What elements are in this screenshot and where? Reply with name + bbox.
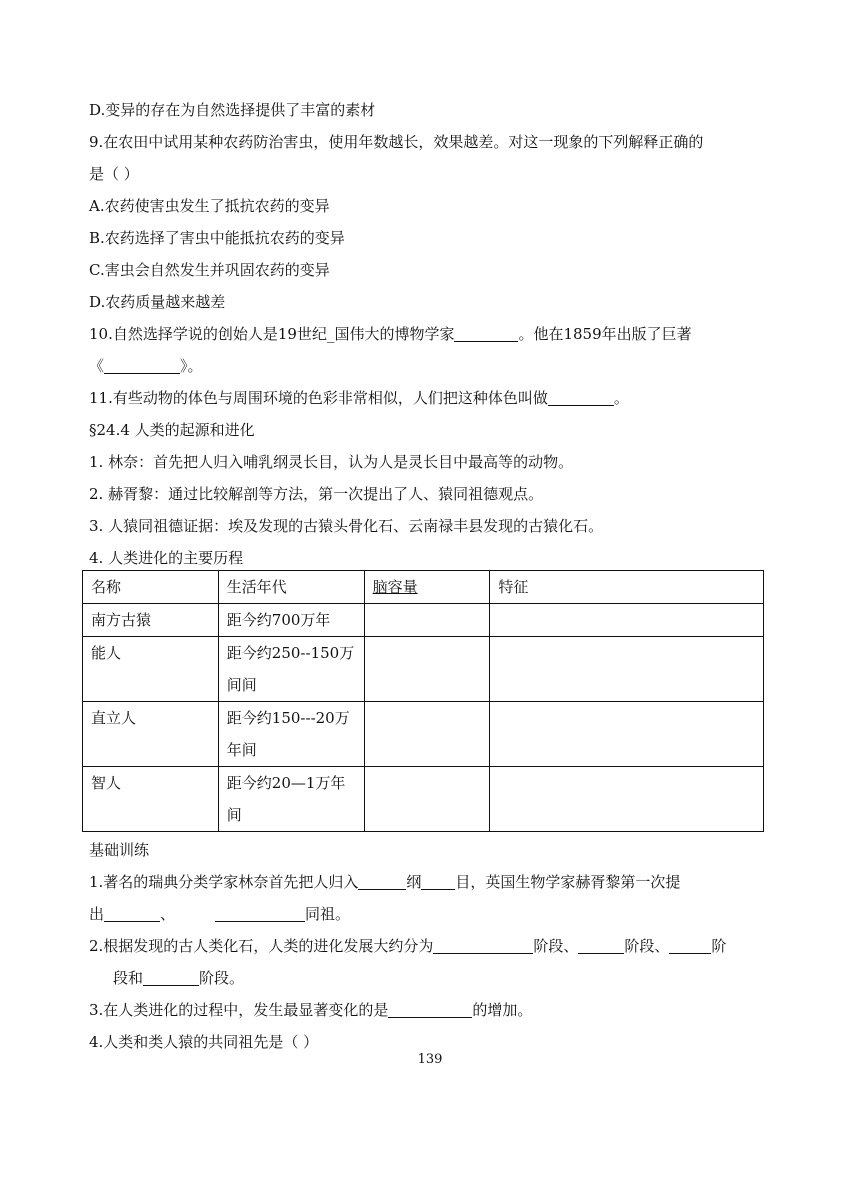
t2-blank-3[interactable] xyxy=(669,939,711,954)
q9-option-b: B.农药选择了害虫中能抵抗农药的变异 xyxy=(89,229,345,247)
cell-brain-capacity[interactable] xyxy=(364,702,490,767)
cell-era: 距今约20—1万年间 xyxy=(218,767,364,832)
header-brain-capacity: 脑容量 xyxy=(364,571,490,604)
cell-brain-capacity[interactable] xyxy=(364,767,490,832)
cell-features[interactable] xyxy=(490,604,764,637)
t1-text-5: 、 xyxy=(160,905,176,923)
section-title: §24.4 人类的起源和进化 xyxy=(89,421,255,439)
header-era: 生活年代 xyxy=(218,571,364,604)
t2-text-5: 段和 xyxy=(113,969,144,987)
q10-line2 xyxy=(89,359,203,374)
q8-option-d: D.变异的存在为自然选择提供了丰富的素材 xyxy=(89,101,376,119)
q9-option-d: D.农药质量越来越差 xyxy=(89,293,226,311)
t2-blank-1[interactable] xyxy=(433,939,533,954)
q9-stem-line1: 9.在农田中试用某种农药防治害虫，使用年数越长，效果越差。对这一现象的下列解释正确的 xyxy=(89,133,704,151)
table-row xyxy=(83,767,764,832)
t1-line1 xyxy=(89,875,680,890)
t1-line2 xyxy=(89,907,350,922)
t2-text-3: 阶段、 xyxy=(624,937,670,955)
q9-option-c: C.害虫会自然发生并巩固农药的变异 xyxy=(89,261,330,279)
t2-text-4: 阶 xyxy=(711,937,727,955)
q11-text-before-blank: 11.有些动物的体色与周围环境的色彩非常相似，人们把这种体色叫做 xyxy=(89,389,548,407)
t2-line2 xyxy=(113,971,244,986)
header-features: 特征 xyxy=(490,571,764,604)
t1-text-4: 出 xyxy=(89,905,105,923)
q9-stem-line2: 是（ ） xyxy=(89,165,139,183)
cell-name: 智人 xyxy=(83,767,219,832)
t3-line xyxy=(89,1003,532,1018)
t1-text-2: 纲 xyxy=(406,873,422,891)
cell-brain-capacity[interactable] xyxy=(364,637,490,702)
cell-features[interactable] xyxy=(490,767,764,832)
t2-blank-2[interactable] xyxy=(578,939,624,954)
q11-answer-blank[interactable] xyxy=(548,391,614,406)
t4-line: 4.人类和类人猿的共同祖先是（ ） xyxy=(89,1033,319,1051)
q9-option-a: A.农药使害虫发生了抵抗农药的变异 xyxy=(89,197,330,215)
t1-text-6: 同祖。 xyxy=(305,905,351,923)
evolution-table xyxy=(82,570,764,832)
t3-blank[interactable] xyxy=(388,1003,472,1018)
t1-blank-1[interactable] xyxy=(104,907,160,922)
t2-text-2: 阶段、 xyxy=(533,937,579,955)
q10-text-before-blank: 10.自然选择学说的创始人是19世纪_国伟大的博物学家 xyxy=(89,325,455,343)
t1-text-3: 目，英国生物学家赫胥黎第一次提 xyxy=(455,873,681,891)
page-number: 139 xyxy=(417,1052,443,1067)
cell-era: 距今约150---20万年间 xyxy=(218,702,364,767)
t1-blank-class[interactable] xyxy=(358,875,406,890)
q10-book-close-quote: 》。 xyxy=(180,357,203,375)
q11-line xyxy=(89,391,629,406)
point-4: 4. 人类进化的主要历程 xyxy=(89,549,244,567)
q11-text-after-blank: 。 xyxy=(613,389,629,407)
cell-brain-capacity[interactable] xyxy=(364,604,490,637)
t1-text-1: 1.著名的瑞典分类学家林奈首先把人归入 xyxy=(89,873,359,891)
q10-answer-blank-1[interactable] xyxy=(454,327,518,342)
cell-era: 距今约250--150万间间 xyxy=(218,637,364,702)
table-row xyxy=(83,702,764,767)
point-2: 2. 赫胥黎：通过比较解剖等方法，第一次提出了人、猿同祖德观点。 xyxy=(89,485,544,503)
t3-text-1: 3.在人类进化的过程中，发生最显著变化的是 xyxy=(89,1001,389,1019)
t2-blank-4[interactable] xyxy=(143,971,199,986)
cell-era: 距今约700万年 xyxy=(218,604,364,637)
cell-name: 直立人 xyxy=(83,702,219,767)
t2-text-1: 2.根据发现的古人类化石，人类的进化发展大约分为 xyxy=(89,937,434,955)
q10-answer-blank-2[interactable] xyxy=(104,359,180,374)
q10-line1 xyxy=(89,327,692,342)
t1-blank-2[interactable] xyxy=(215,907,305,922)
table-row xyxy=(83,637,764,702)
point-1: 1. 林奈：首先把人归入哺乳纲灵长目，认为人是灵长目中最高等的动物。 xyxy=(89,453,574,471)
t2-text-6: 阶段。 xyxy=(199,969,245,987)
cell-name: 南方古猿 xyxy=(83,604,219,637)
t1-blank-order[interactable] xyxy=(421,875,455,890)
t2-line1 xyxy=(89,939,726,954)
cell-name: 能人 xyxy=(83,637,219,702)
q10-book-open-quote: 《 xyxy=(89,357,105,375)
point-3: 3. 人猿同祖德证据：埃及发现的古猿头骨化石、云南禄丰县发现的古猿化石。 xyxy=(89,517,604,535)
training-title: 基础训练 xyxy=(89,841,150,859)
t3-text-2: 的增加。 xyxy=(472,1001,533,1019)
q10-text-after-blank: 。他在1859年出版了巨著 xyxy=(518,325,692,343)
cell-features[interactable] xyxy=(490,637,764,702)
table-row xyxy=(83,604,764,637)
table-header-row xyxy=(83,571,764,604)
header-name: 名称 xyxy=(83,571,219,604)
cell-features[interactable] xyxy=(490,702,764,767)
